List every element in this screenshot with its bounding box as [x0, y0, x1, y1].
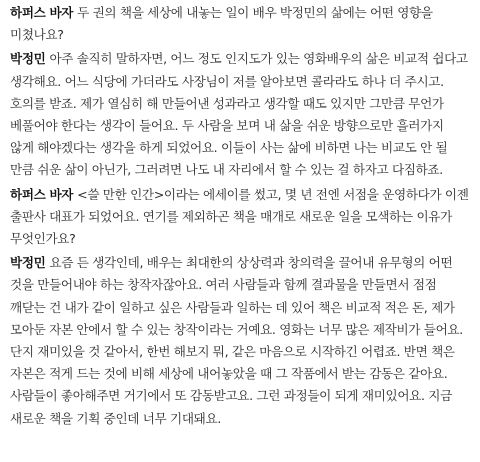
paragraph-text: 요즘 든 생각인데, 배우는 최대한의 상상력과 창의력을 끌어내 유무형의 어떤 것을 만들어내야 하는 창작자잖아요. 여러 사람들과 함께 결과물을 만들면서 점점 깨닫는 건 내가 같이 일하고 싶은 사람들과 일하는 데 있어 책은 비교적 적은 돈, 제가 모아둔 자본 안에서 할 수 있는 창작이라는 거예요. 영화는 너무 많은 제작비가 들어요. 단지 재미있을 것 같아서, 한번 해보지 뭐, 같은 마음으로 시작하긴 어렵죠. 반면 책은 자본은 적게 드는 것에 비해 세상에 내어놓았을 때 그 작품에서 받는 감동은 같아요. 사람들이 좋아해주면 거기에서 또 감동받고요. 그런 과정들이 되게 재미있어요. 지금 새로운 책을 기획 중인데 너무 기대돼요.	[10, 255, 463, 426]
interview-paragraph-question-2	[10, 184, 470, 251]
interview-paragraph-answer-1	[10, 48, 470, 181]
interview-paragraph-answer-2	[10, 252, 470, 430]
paragraph-text: 아주 솔직히 말하자면, 어느 정도 인지도가 있는 영화배우의 삶은 비교적 쉽다고 생각해요. 어느 식당에 가더라도 사장님이 저를 알아보면 콜라라도 하나 더 주시고. 호의를 받죠. 제가 열심히 해 만들어낸 성과라고 생각할 때도 있지만 그만큼 무언가 베풀어야 한다는 생각이 들어요. 두 사람을 보며 내 삶을 쉬운 방향으로만 흘러가지 않게 해야겠다는 생각을 하게 되었어요. 이들이 사는 삶에 비하면 나는 비교도 안 될 만큼 쉬운 삶이 아닌가, 그러려면 나도 내 자리에서 할 수 있는 걸 하자고 다짐하죠.	[10, 51, 468, 178]
interview-paragraph-question-1	[10, 2, 470, 46]
speaker-label: 박정민	[10, 255, 46, 271]
speaker-label: 하퍼스 바자	[10, 186, 74, 202]
speaker-label: 하퍼스 바자	[10, 5, 74, 20]
paragraph-text: <쓸 만한 인간>이라는 에세이를 썼고, 몇 년 전엔 서점을 운영하다가 이젠 출판사 대표가 되었어요. 연기를 제외하곤 책을 매개로 새로운 일을 모색하는 이유가 무엇인가요?	[10, 186, 469, 247]
speaker-label: 박정민	[10, 51, 46, 67]
paragraph-text: 두 권의 책을 세상에 내놓는 일이 배우 박정민의 삶에는 어떤 영향을 미쳤나요?	[10, 5, 433, 43]
